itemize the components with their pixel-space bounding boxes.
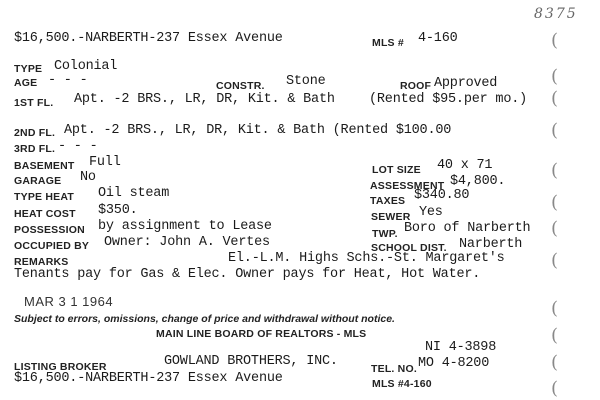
first-floor-label: 1ST FL. [14, 97, 54, 109]
lot-size-label: LOT SIZE [372, 164, 421, 176]
margin-mark: ( [550, 192, 558, 213]
garage-label: GARAGE [14, 175, 62, 187]
footer-mls: MLS #4-160 [372, 378, 432, 390]
heat-cost-value: $350. [98, 203, 138, 218]
listing-broker-label: LISTING BROKER [14, 361, 107, 373]
margin-mark: ( [550, 120, 558, 141]
roof-label: ROOF [400, 80, 432, 92]
board-name: MAIN LINE BOARD OF REALTORS - MLS [156, 328, 367, 340]
margin-holes [540, 0, 600, 400]
first-floor-value: Apt. -2 BRS., LR, DR, Kit. & Bath [74, 92, 335, 107]
margin-mark: ( [550, 352, 558, 373]
roof-value: Approved [434, 76, 498, 91]
header-mls-label: MLS # [372, 37, 404, 49]
twp-value: Boro of Narberth [404, 221, 531, 236]
sewer-value: Yes [419, 205, 443, 220]
second-floor-value: Apt. -2 BRS., LR, DR, Kit. & Bath (Rented $100.00 [64, 123, 452, 138]
age-value: - - - [48, 73, 88, 88]
school-dist-label: SCHOOL DIST. [371, 242, 447, 254]
basement-label: BASEMENT [14, 160, 75, 172]
assessment-label: ASSESSMENT [370, 180, 445, 192]
heat-cost-label: HEAT COST [14, 208, 76, 220]
tel-label: TEL. NO. [371, 363, 417, 375]
margin-mark: ( [550, 218, 558, 239]
lot-size-value: 40 x 71 [437, 158, 493, 173]
handwritten-note: 8375 [534, 6, 578, 22]
second-floor-label: 2ND FL. [14, 127, 56, 139]
header-mls-value: 4-160 [418, 31, 458, 46]
tel-value: MO 4-8200 [418, 356, 490, 371]
remarks-line-1: El.-L.M. Highs Schs.-St. Margaret's [228, 251, 505, 266]
margin-mark: ( [550, 378, 558, 399]
occupied-by-value: Owner: John A. Vertes [104, 235, 270, 250]
margin-mark: ( [550, 325, 558, 346]
constr-value: Stone [286, 74, 326, 89]
margin-mark: ( [550, 30, 558, 51]
twp-label: TWP. [372, 228, 398, 240]
school-dist-value: Narberth [459, 237, 523, 252]
assessment-value: $4,800. [450, 174, 506, 189]
constr-label: CONSTR. [216, 80, 265, 92]
margin-mark: ( [550, 88, 558, 109]
type-value: Colonial [54, 59, 118, 74]
taxes-value: $340.80 [414, 188, 470, 203]
type-heat-value: Oil steam [98, 186, 170, 201]
taxes-label: TAXES [370, 195, 406, 207]
date-stamp: MAR 3 1 1964 [24, 294, 114, 309]
third-floor-label: 3RD FL. [14, 143, 56, 155]
phone-1: NI 4-3898 [425, 340, 497, 355]
listing-broker-value: GOWLAND BROTHERS, INC. [164, 354, 338, 369]
third-floor-value: - - - [58, 139, 98, 154]
basement-value: Full [89, 155, 121, 170]
footer-listing: $16,500.-NARBERTH-237 Essex Avenue [14, 371, 283, 386]
garage-value: No [80, 170, 96, 185]
margin-mark: ( [550, 160, 558, 181]
sewer-label: SEWER [371, 211, 411, 223]
possession-label: POSSESSION [14, 224, 85, 236]
remarks-line-2: Tenants pay for Gas & Elec. Owner pays for Heat, Hot Water. [14, 267, 481, 282]
margin-mark: ( [550, 250, 558, 271]
type-heat-label: TYPE HEAT [14, 191, 74, 203]
type-label: TYPE [14, 63, 43, 75]
margin-mark: ( [550, 298, 558, 319]
remarks-label: REMARKS [14, 256, 69, 268]
age-label: AGE [14, 77, 38, 89]
header-listing: $16,500.-NARBERTH-237 Essex Avenue [14, 31, 283, 46]
margin-mark: ( [550, 66, 558, 87]
disclaimer: Subject to errors, omissions, change of price and withdrawal without notice. [14, 313, 395, 325]
occupied-by-label: OCCUPIED BY [14, 240, 90, 252]
first-floor-rent: (Rented $95.per mo.) [369, 92, 528, 107]
possession-value: by assignment to Lease [98, 219, 272, 234]
